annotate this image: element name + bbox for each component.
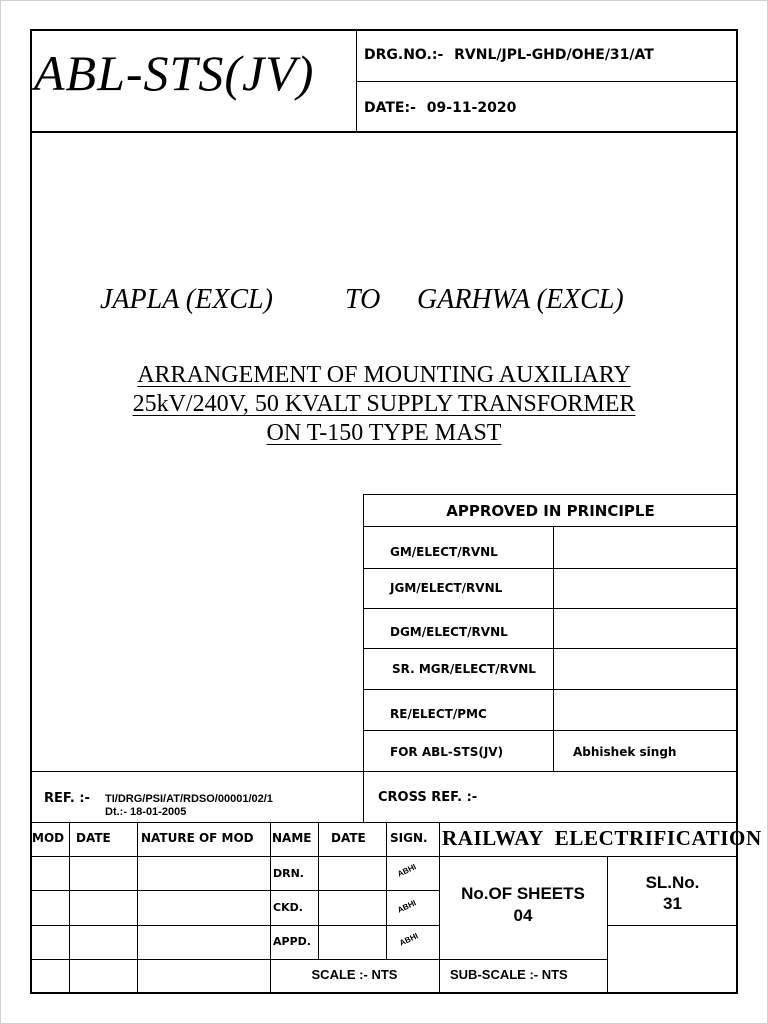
drawing-date (364, 100, 516, 116)
route-destination: GARHWA (EXCL) (417, 284, 624, 315)
reference-label: REF. :- (44, 791, 90, 806)
reference-value: TI/DRG/PSI/AT/RDSO/00001/02/1 (105, 793, 273, 805)
approval-row-rule (363, 648, 738, 649)
mod-header-cell: DATE (76, 831, 111, 845)
drawing-date-value: 09-11-2020 (426, 100, 517, 116)
drawing-title-line-1: ARRANGEMENT OF MOUNTING AUXILIARY (137, 362, 631, 388)
header-bottom-rule (30, 131, 738, 133)
mod-header-cell: MOD (32, 831, 65, 845)
signature-mark: ABHI (396, 862, 418, 879)
mod-row-name: APPD. (273, 935, 311, 948)
approval-role: GM/ELECT/RVNL (390, 545, 498, 559)
scale-label: SCALE :- NTS (311, 967, 398, 982)
approval-row-rule (363, 689, 738, 690)
reference-top-rule (30, 771, 738, 772)
drawing-title-line-3: ON T-150 TYPE MAST (266, 420, 502, 446)
mod-row-rule (30, 959, 439, 960)
signature-mark: ABHI (396, 898, 418, 915)
mod-header-cell: SIGN. (390, 831, 428, 845)
route-from: JAPLA (EXCL) (100, 284, 273, 315)
drawing-date-label: DATE:- (364, 100, 416, 116)
mod-row-rule (30, 925, 439, 926)
approval-role: FOR ABL-STS(JV) (390, 745, 504, 759)
company-logo-text: ABL-STS(JV) (34, 45, 315, 101)
approval-role: RE/ELECT/PMC (390, 707, 487, 721)
drawing-title-line-2: 25kV/240V, 50 KVALT SUPPLY TRANSFORMER (132, 391, 636, 417)
approval-signatory-name: Abhishek singh (573, 745, 677, 759)
mod-header-cell: NAME (272, 831, 312, 845)
slno-value: 31 (663, 894, 682, 913)
mod-column-rule (69, 822, 70, 994)
reference-divider (363, 771, 364, 822)
approval-heading-rule (363, 526, 738, 527)
slno-label: SL.No. (645, 873, 700, 892)
mod-header-cell: NATURE OF MOD (141, 831, 254, 845)
drawing-number-label: DRG.NO.:- (364, 47, 444, 63)
mod-column-rule (137, 822, 138, 994)
drawing-number-value: RVNL/JPL-GHD/OHE/31/AT (454, 47, 654, 63)
approval-role: JGM/ELECT/RVNL (390, 581, 503, 595)
approval-row-rule (363, 568, 738, 569)
mod-row-rule (30, 890, 439, 891)
approval-row-rule (363, 730, 738, 731)
mod-row-name: DRN. (273, 867, 304, 880)
header-split-rule (356, 81, 738, 82)
approval-role: SR. MGR/ELECT/RVNL (392, 662, 536, 676)
approval-row-rule (363, 608, 738, 609)
slno-bottom-rule (607, 925, 738, 926)
approval-column-rule (553, 526, 554, 771)
mod-column-rule (318, 822, 319, 959)
mod-row-name: CKD. (273, 901, 303, 914)
reference-date: Dt.:- 18-01-2005 (105, 806, 187, 818)
signature-mark: ABHI (398, 931, 420, 948)
approval-role: DGM/ELECT/RVNL (390, 625, 508, 639)
cross-reference-label: CROSS REF. :- (378, 790, 478, 805)
drawing-number (364, 47, 654, 63)
mod-column-rule (386, 822, 387, 959)
subscale-label: SUB-SCALE :- NTS (450, 967, 568, 982)
sheets-label: No.OF SHEETS (461, 884, 585, 903)
mod-header-cell: DATE (331, 831, 366, 845)
railway-electrification-title: RAILWAY ELECTRIFICATION (442, 826, 762, 850)
approval-heading: APPROVED IN PRINCIPLE (446, 502, 655, 520)
sheets-value: 04 (513, 906, 533, 925)
route-to: TO (345, 284, 381, 315)
sheets-bottom-rule (439, 959, 607, 960)
